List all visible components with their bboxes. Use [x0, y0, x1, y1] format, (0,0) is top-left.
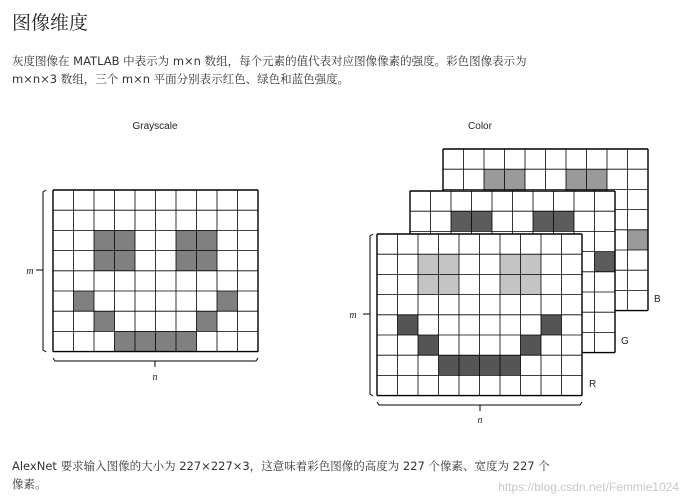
layer-g-pixel: [554, 211, 575, 231]
layer-r-pixel: [439, 254, 460, 274]
grayscale-pixel: [156, 331, 177, 351]
layer-r-pixel: [541, 315, 562, 335]
watermark: https://blog.csdn.net/Femmie1024: [498, 480, 679, 494]
layer-r-pixel: [480, 355, 501, 375]
layer-b-pixel: [484, 169, 505, 189]
layer-r-pixel: [439, 274, 460, 294]
color-layer-r-grid: [377, 234, 582, 396]
grayscale-grid: [53, 190, 258, 352]
intro-line-1: 灰度图像在 MATLAB 中表示为 m×n 数组，每个元素的值代表对应图像像素的强度。彩色图像表示为: [12, 54, 527, 68]
layer-r-pixel: [500, 274, 521, 294]
layer-r-pixel: [521, 274, 542, 294]
grayscale-pixel: [176, 331, 197, 351]
layer-b-pixel: [587, 169, 608, 189]
layer-r-pixel: [459, 355, 480, 375]
grayscale-pixel: [217, 291, 238, 311]
grayscale-n-bracket: [53, 358, 258, 367]
layer-r-label: R: [589, 379, 597, 390]
layer-r-pixel: [521, 335, 542, 355]
layer-r-pixel: [398, 315, 419, 335]
layer-g-pixel: [595, 252, 616, 272]
grayscale-pixel: [197, 251, 218, 271]
layer-g-label: G: [621, 336, 629, 347]
color-m-label: m: [349, 310, 357, 321]
layer-r-pixel: [418, 254, 439, 274]
layer-g-pixel: [472, 211, 493, 231]
grayscale-pixel: [94, 251, 115, 271]
grayscale-pixel: [94, 311, 115, 331]
layer-r-pixel: [418, 335, 439, 355]
grayscale-caption: Grayscale: [132, 121, 178, 132]
grayscale-pixel: [115, 230, 136, 250]
layer-b-pixel: [628, 230, 649, 250]
grayscale-pixel: [115, 251, 136, 271]
grayscale-pixel: [176, 230, 197, 250]
outro-line-2: 像素。: [12, 477, 47, 491]
color-n-bracket: [377, 402, 582, 411]
grayscale-pixel: [94, 230, 115, 250]
intro-line-2: m×n×3 数组，三个 m×n 平面分别表示红色、绿色和蓝色强度。: [12, 72, 350, 86]
grayscale-pixel: [74, 291, 95, 311]
layer-b-pixel: [566, 169, 587, 189]
layer-r-pixel: [418, 274, 439, 294]
layer-r-pixel: [439, 355, 460, 375]
layer-b-pixel: [505, 169, 526, 189]
grayscale-m-label: m: [26, 266, 34, 277]
layer-r-pixel: [500, 355, 521, 375]
grayscale-pixel: [115, 331, 136, 351]
page-title: 图像维度: [12, 12, 89, 34]
color-caption: Color: [468, 121, 492, 132]
layer-g-pixel: [451, 211, 472, 231]
color-m-bracket: [363, 234, 373, 396]
grayscale-pixel: [135, 331, 156, 351]
grayscale-pixel: [197, 311, 218, 331]
layer-g-pixel: [533, 211, 554, 231]
grayscale-pixel: [197, 230, 218, 250]
color-n-label: n: [477, 415, 483, 426]
outro-line-1: AlexNet 要求输入图像的大小为 227×227×3，这意味着彩色图像的高度为 227 个像素、宽度为 227 个: [12, 459, 550, 473]
grayscale-m-bracket: [36, 190, 46, 352]
grayscale-pixel: [176, 251, 197, 271]
layer-r-pixel: [521, 254, 542, 274]
layer-b-label: B: [654, 294, 661, 305]
layer-r-pixel: [500, 254, 521, 274]
grayscale-n-label: n: [152, 372, 158, 383]
